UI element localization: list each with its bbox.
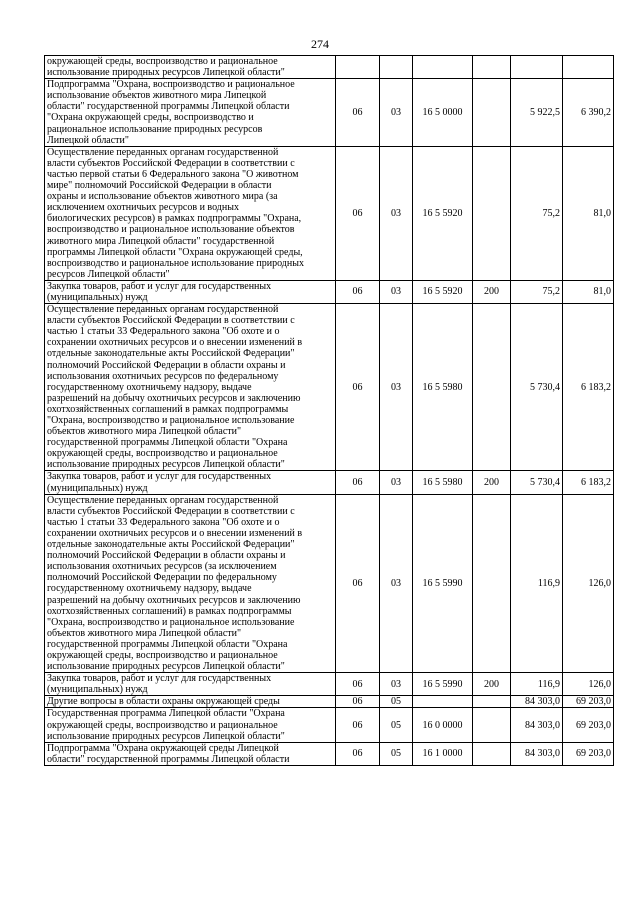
table-row — [45, 696, 614, 708]
item-name-line: сохранении охотничьих ресурсов и о внесении изменений в — [47, 527, 303, 539]
subsection-code-cell: 05 — [380, 708, 413, 742]
item-name-cell — [45, 146, 336, 280]
item-name-line: использование природных ресурсов Липецкой области" — [47, 661, 285, 673]
item-name-line: частью 1 статьи 33 Федерального закона "Об охоте и о — [47, 516, 280, 528]
item-name-line: охотхозяйственных соглашений) в рамках подпрограммы — [47, 605, 292, 617]
item-name-line: государственной программы Липецкой области "Охрана — [47, 638, 288, 650]
item-name-line: полномочий Российской Федерации в области охраны и — [47, 550, 286, 562]
amount-year2-cell: 6 183,2 — [563, 471, 614, 494]
subsection-code-cell: 03 — [380, 304, 413, 471]
table-body — [45, 56, 614, 766]
item-name-line: "Охрана, воспроизводство и рациональное использование — [47, 415, 295, 426]
table-row — [45, 56, 614, 79]
budget-table — [44, 55, 614, 766]
table-row — [45, 471, 614, 494]
item-name-line: государственному охотничьему надзору, выдаче — [47, 381, 252, 393]
section-code-cell: 06 — [336, 708, 380, 742]
item-name-line: государственному охотничьему надзору, выдаче — [47, 583, 252, 595]
expense-type-cell — [473, 742, 511, 765]
subsection-code-cell: 03 — [380, 146, 413, 280]
item-name-line: государственной программы Липецкой области "Охрана — [47, 437, 288, 449]
item-name-cell — [45, 673, 336, 696]
item-name-cell — [45, 471, 336, 494]
amount-year2-cell: 69 203,0 — [563, 708, 614, 742]
item-name-line: использование природных ресурсов Липецкой области" — [47, 730, 285, 742]
subsection-code-cell: 05 — [380, 696, 413, 708]
amount-year1-cell: 84 303,0 — [511, 742, 563, 765]
amount-year2-cell — [563, 56, 614, 79]
item-name-line: власти субъектов Российской Федерации в соответствии с — [47, 157, 295, 169]
target-article-cell: 16 5 5920 — [413, 146, 473, 280]
item-name-cell — [45, 304, 336, 471]
item-name-line: Закупка товаров, работ и услуг для государственных — [47, 673, 272, 685]
item-name-line: "Охрана, воспроизводство и рациональное использование — [47, 616, 295, 628]
item-name-line: воспроизводство и рациональное использование природных — [47, 257, 304, 269]
section-code-cell: 06 — [336, 471, 380, 494]
amount-year2-cell: 126,0 — [563, 673, 614, 696]
section-code-cell: 06 — [336, 79, 380, 147]
item-name-line: "Охрана окружающей среды, воспроизводство и — [47, 112, 254, 124]
amount-year2-cell: 81,0 — [563, 280, 614, 303]
item-name-line: Закупка товаров, работ и услуг для государственных — [47, 280, 272, 292]
subsection-code-cell: 03 — [380, 494, 413, 673]
item-name-cell — [45, 79, 336, 147]
table-row — [45, 79, 614, 147]
item-name-line: отдельные законодательные акты Российской Федерации" — [47, 348, 295, 360]
expense-type-cell — [473, 304, 511, 471]
item-name-cell — [45, 742, 336, 765]
item-name-line: животного мира Липецкой области" государственной — [47, 235, 275, 247]
target-article-cell: 16 0 0000 — [413, 708, 473, 742]
item-name-cell — [45, 56, 336, 79]
item-name-line: сохранении охотничьих ресурсов и о внесении изменений в — [47, 337, 303, 349]
item-name-line: биологических ресурсов) в рамках подпрограммы "Охрана, — [47, 213, 302, 225]
item-name-line: исключением охотничьих ресурсов и водных — [47, 202, 239, 214]
item-name-line: рациональное использование природных ресурсов — [47, 123, 263, 135]
section-code-cell: 06 — [336, 742, 380, 765]
amount-year2-cell: 126,0 — [563, 494, 614, 673]
subsection-code-cell: 05 — [380, 742, 413, 765]
section-code-cell: 06 — [336, 280, 380, 303]
item-name-line: власти субъектов Российской Федерации в соответствии с — [47, 315, 295, 327]
table-row — [45, 742, 614, 765]
section-code-cell: 06 — [336, 673, 380, 696]
section-code-cell: 06 — [336, 494, 380, 673]
expense-type-cell — [473, 146, 511, 280]
amount-year1-cell: 75,2 — [511, 280, 563, 303]
item-name-line: окружающей среды, воспроизводство и рациональное — [47, 448, 278, 460]
item-name-line: Липецкой области" — [47, 134, 129, 146]
amount-year1-cell: 84 303,0 — [511, 708, 563, 742]
item-name-line: охраны и использование объектов животного мира (за — [47, 191, 278, 203]
amount-year2-cell: 69 203,0 — [563, 742, 614, 765]
item-name-line: Осуществление переданных органам государственной — [47, 494, 279, 506]
subsection-code-cell: 03 — [380, 79, 413, 147]
item-name-line: частью первой статьи 6 Федерального закона "О животном — [47, 168, 299, 180]
amount-year1-cell: 116,9 — [511, 673, 563, 696]
target-article-cell: 16 5 5990 — [413, 673, 473, 696]
item-name-line: Закупка товаров, работ и услуг для государственных — [47, 471, 272, 483]
amount-year2-cell: 69 203,0 — [563, 696, 614, 708]
item-name-line: использование природных ресурсов Липецкой области" — [47, 459, 285, 471]
section-code-cell: 06 — [336, 304, 380, 471]
table-row — [45, 708, 614, 742]
amount-year1-cell: 5 922,5 — [511, 79, 563, 147]
target-article-cell — [413, 696, 473, 708]
item-name-line: Осуществление переданных органам государственной — [47, 304, 279, 316]
item-name-line: охотхозяйственных соглашений в рамках подпрограммы — [47, 403, 289, 415]
amount-year1-cell — [511, 56, 563, 79]
item-name-line: Другие вопросы в области охраны окружающей среды — [47, 696, 280, 708]
page-number: 274 — [311, 37, 329, 51]
item-name-line: Подпрограмма "Охрана, воспроизводство и рациональное — [47, 79, 295, 91]
subsection-code-cell: 03 — [380, 673, 413, 696]
item-name-line: власти субъектов Российской Федерации в соответствии с — [47, 505, 295, 517]
item-name-cell — [45, 696, 336, 708]
item-name-line: разрешений на добычу охотничьих ресурсов и заключению — [47, 594, 301, 606]
item-name-line: использования охотничьих ресурсов (за исключением — [47, 561, 277, 573]
table-row — [45, 146, 614, 280]
amount-year1-cell: 116,9 — [511, 494, 563, 673]
item-name-line: (муниципальных) нужд — [47, 291, 148, 303]
item-name-line: (муниципальных) нужд — [47, 482, 148, 494]
expense-type-cell: 200 — [473, 673, 511, 696]
section-code-cell: 06 — [336, 696, 380, 708]
item-name-line: использования охотничьих ресурсов по федеральному — [47, 370, 279, 382]
target-article-cell: 16 1 0000 — [413, 742, 473, 765]
item-name-line: окружающей среды, воспроизводство и рациональное — [47, 719, 278, 731]
item-name-cell — [45, 708, 336, 742]
item-name-cell — [45, 280, 336, 303]
table-row — [45, 280, 614, 303]
target-article-cell: 16 5 5920 — [413, 280, 473, 303]
item-name-line: области" государственной программы Липецкой области — [47, 753, 290, 765]
expense-type-cell — [473, 708, 511, 742]
item-name-line: использование объектов животного мира Липецкой — [47, 90, 267, 102]
item-name-line: Государственная программа Липецкой области "Охрана — [47, 708, 285, 720]
item-name-line: мире" полномочий Российской Федерации в области — [47, 180, 272, 192]
table-row — [45, 673, 614, 696]
item-name-line: окружающей среды, воспроизводство и рациональное — [47, 56, 278, 67]
item-name-line: области" государственной программы Липецкой области — [47, 101, 290, 113]
item-name-line: разрешений на добычу охотничьих ресурсов и заключению — [47, 392, 301, 404]
item-name-line: полномочий Российской Федерации в области охраны и — [47, 359, 286, 371]
item-name-cell — [45, 494, 336, 673]
item-name-line: воспроизводство и рациональное использование объектов — [47, 224, 295, 236]
amount-year1-cell: 84 303,0 — [511, 696, 563, 708]
amount-year1-cell: 75,2 — [511, 146, 563, 280]
amount-year1-cell: 5 730,4 — [511, 471, 563, 494]
item-name-line: полномочий Российской Федерации по федеральному — [47, 572, 277, 584]
amount-year2-cell: 81,0 — [563, 146, 614, 280]
item-name-line: (муниципальных) нужд — [47, 684, 148, 696]
expense-type-cell: 200 — [473, 280, 511, 303]
item-name-line: окружающей среды, воспроизводство и рациональное — [47, 649, 278, 661]
subsection-code-cell — [380, 56, 413, 79]
item-name-line: объектов животного мира Липецкой области" — [47, 627, 242, 639]
target-article-cell — [413, 56, 473, 79]
target-article-cell: 16 5 5980 — [413, 471, 473, 494]
item-name-line: ресурсов Липецкой области" — [47, 268, 170, 280]
item-name-line: программы Липецкой области "Охрана окружающей среды, — [47, 246, 303, 258]
expense-type-cell — [473, 79, 511, 147]
table-row — [45, 304, 614, 471]
item-name-line: частью 1 статьи 33 Федерального закона "Об охоте и о — [47, 326, 280, 338]
amount-year2-cell: 6 183,2 — [563, 304, 614, 471]
target-article-cell: 16 5 5990 — [413, 494, 473, 673]
expense-type-cell — [473, 696, 511, 708]
section-code-cell: 06 — [336, 146, 380, 280]
amount-year2-cell: 6 390,2 — [563, 79, 614, 147]
expense-type-cell — [473, 494, 511, 673]
item-name-line: отдельные законодательные акты Российской Федерации" — [47, 539, 295, 551]
item-name-line: Подпрограмма "Охрана окружающей среды Липецкой — [47, 742, 279, 754]
target-article-cell: 16 5 0000 — [413, 79, 473, 147]
table-row — [45, 494, 614, 673]
expense-type-cell — [473, 56, 511, 79]
subsection-code-cell: 03 — [380, 280, 413, 303]
target-article-cell: 16 5 5980 — [413, 304, 473, 471]
subsection-code-cell: 03 — [380, 471, 413, 494]
item-name-line: использование природных ресурсов Липецкой области" — [47, 67, 285, 79]
amount-year1-cell: 5 730,4 — [511, 304, 563, 471]
expense-type-cell: 200 — [473, 471, 511, 494]
section-code-cell — [336, 56, 380, 79]
item-name-line: Осуществление переданных органам государственной — [47, 146, 279, 158]
item-name-line: объектов животного мира Липецкой области" — [47, 426, 242, 438]
